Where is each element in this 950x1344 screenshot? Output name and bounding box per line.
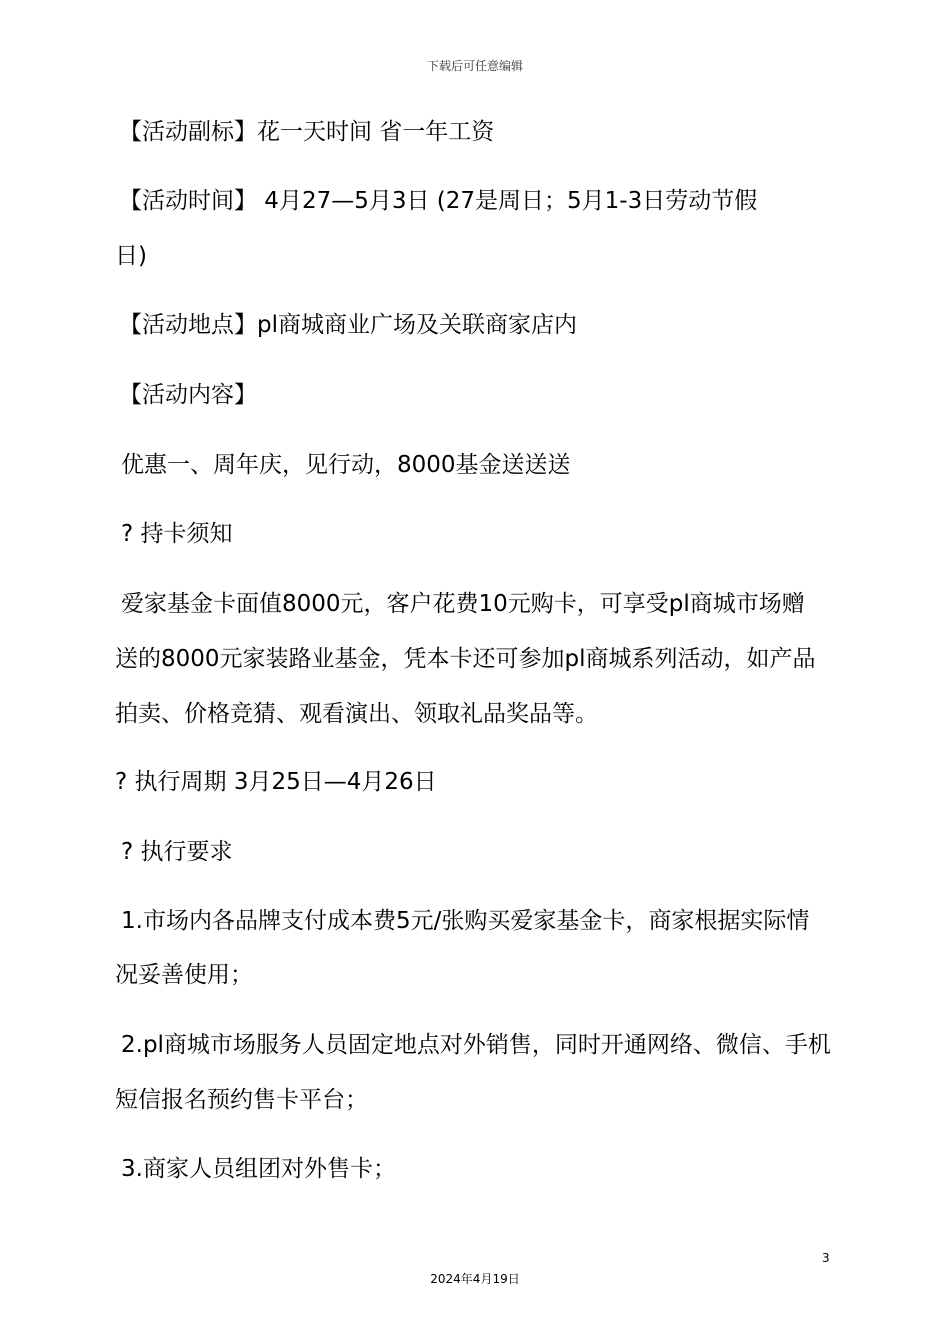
requirement-2-line-2: 短信报名预约售卡平台；: [115, 1087, 368, 1113]
requirement-1-line-2: 况妥善使用；: [115, 962, 253, 988]
requirement-3-line: 3.商家人员组团对外售卡；: [121, 1156, 396, 1182]
offer-one-line: 优惠一、周年庆，见行动，8000基金送送送: [121, 452, 571, 478]
card-description-line-3: 拍卖、价格竞猜、观看演出、领取礼品奖品等。: [115, 701, 598, 727]
execution-requirements-heading: ? 执行要求: [121, 839, 233, 865]
time-line-continued: 日): [115, 243, 147, 269]
subtitle-line: 【活动副标】花一天时间 省一年工资: [119, 119, 495, 145]
requirement-1-line-1: 1.市场内各品牌支付成本费5元/张购买爱家基金卡，商家根据实际情: [121, 908, 810, 934]
execution-period-line: ? 执行周期 3月25日—4月26日: [115, 769, 437, 795]
time-line: 【活动时间】 4月27—5月3日 (27是周日；5月1-3日劳动节假: [119, 188, 758, 214]
page-number: 3: [822, 1251, 830, 1265]
card-description-line-2: 送的8000元家装路业基金，凭本卡还可参加pl商城系列活动，如产品: [115, 646, 816, 672]
requirement-2-line-1: 2.pl商城市场服务人员固定地点对外销售，同时开通网络、微信、手机: [121, 1032, 831, 1058]
location-line: 【活动地点】pl商城商业广场及关联商家店内: [119, 312, 577, 338]
content-heading: 【活动内容】: [119, 382, 257, 408]
footer-date: 2024年4月19日: [430, 1272, 520, 1286]
card-description-line-1: 爱家基金卡面值8000元，客户花费10元购卡，可享受pl商城市场赠: [121, 591, 805, 617]
page-header-note: 下载后可任意编辑: [426, 59, 523, 73]
card-notice-heading: ? 持卡须知: [121, 521, 233, 547]
